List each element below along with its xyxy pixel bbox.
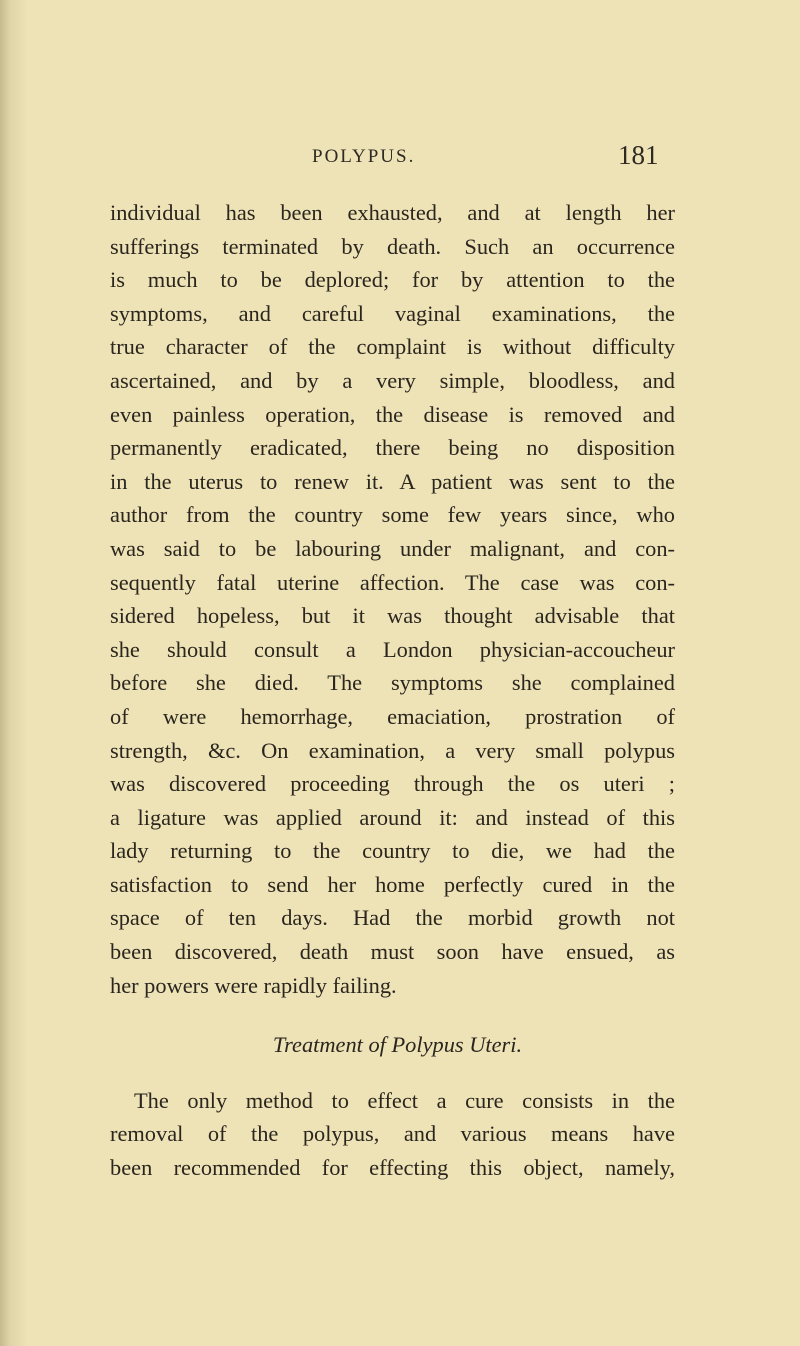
- text-line: was discovered proceeding through the os uteri ;: [110, 771, 675, 797]
- text-line: permanently eradicated, there being no disposition: [110, 435, 675, 461]
- text-line: even painless operation, the disease is removed and: [110, 401, 675, 427]
- running-title: POLYPUS.: [312, 146, 416, 167]
- text-line: was said to be labouring under malignant, and con-: [110, 535, 675, 561]
- text-line: before she died. The symptoms she complained: [110, 670, 675, 696]
- paragraph-2: [110, 1084, 675, 1185]
- text-line: sufferings terminated by death. Such an occurrence: [110, 233, 675, 259]
- text-line: space of ten days. Had the morbid growth not: [110, 905, 675, 931]
- text-line: in the uterus to renew it. A patient was sent to the: [110, 468, 675, 494]
- page-body: [110, 196, 675, 1185]
- section-heading: Treatment of Polypus Uteri.: [272, 1032, 523, 1058]
- text-line: strength, &c. On examination, a very small polypus: [110, 737, 675, 763]
- text-line: sequently fatal uterine affection. The case was con-: [110, 569, 675, 595]
- text-line: of were hemorrhage, emaciation, prostration of: [110, 703, 675, 729]
- text-line: she should consult a London physician-accoucheur: [110, 636, 675, 662]
- text-line: removal of the polypus, and various means have: [110, 1121, 675, 1147]
- text-line: symptoms, and careful vaginal examinations, the: [110, 300, 675, 326]
- text-line: satisfaction to send her home perfectly cured in the: [110, 871, 675, 897]
- text-line: lady returning to the country to die, we had the: [110, 838, 675, 864]
- text-line: a ligature was applied around it: and instead of this: [110, 804, 675, 830]
- text-line: author from the country some few years since, who: [110, 502, 675, 528]
- page-header: [0, 140, 800, 180]
- text-line: sidered hopeless, but it was thought advisable that: [110, 603, 675, 629]
- text-line: true character of the complaint is without difficulty: [110, 334, 675, 360]
- text-line: individual has been exhausted, and at length her: [110, 200, 675, 225]
- paragraph-1: [110, 196, 675, 1002]
- text-line: ascertained, and by a very simple, bloodless, and: [110, 367, 675, 393]
- text-line: The only method to effect a cure consists in the: [134, 1087, 675, 1113]
- page-number: 181: [618, 140, 659, 170]
- text-line: her powers were rapidly failing.: [110, 972, 397, 998]
- text-line: been discovered, death must soon have ensued, as: [110, 939, 675, 965]
- text-line: is much to be deplored; for by attention to the: [110, 267, 675, 293]
- text-line: been recommended for effecting this object, namely,: [110, 1155, 675, 1181]
